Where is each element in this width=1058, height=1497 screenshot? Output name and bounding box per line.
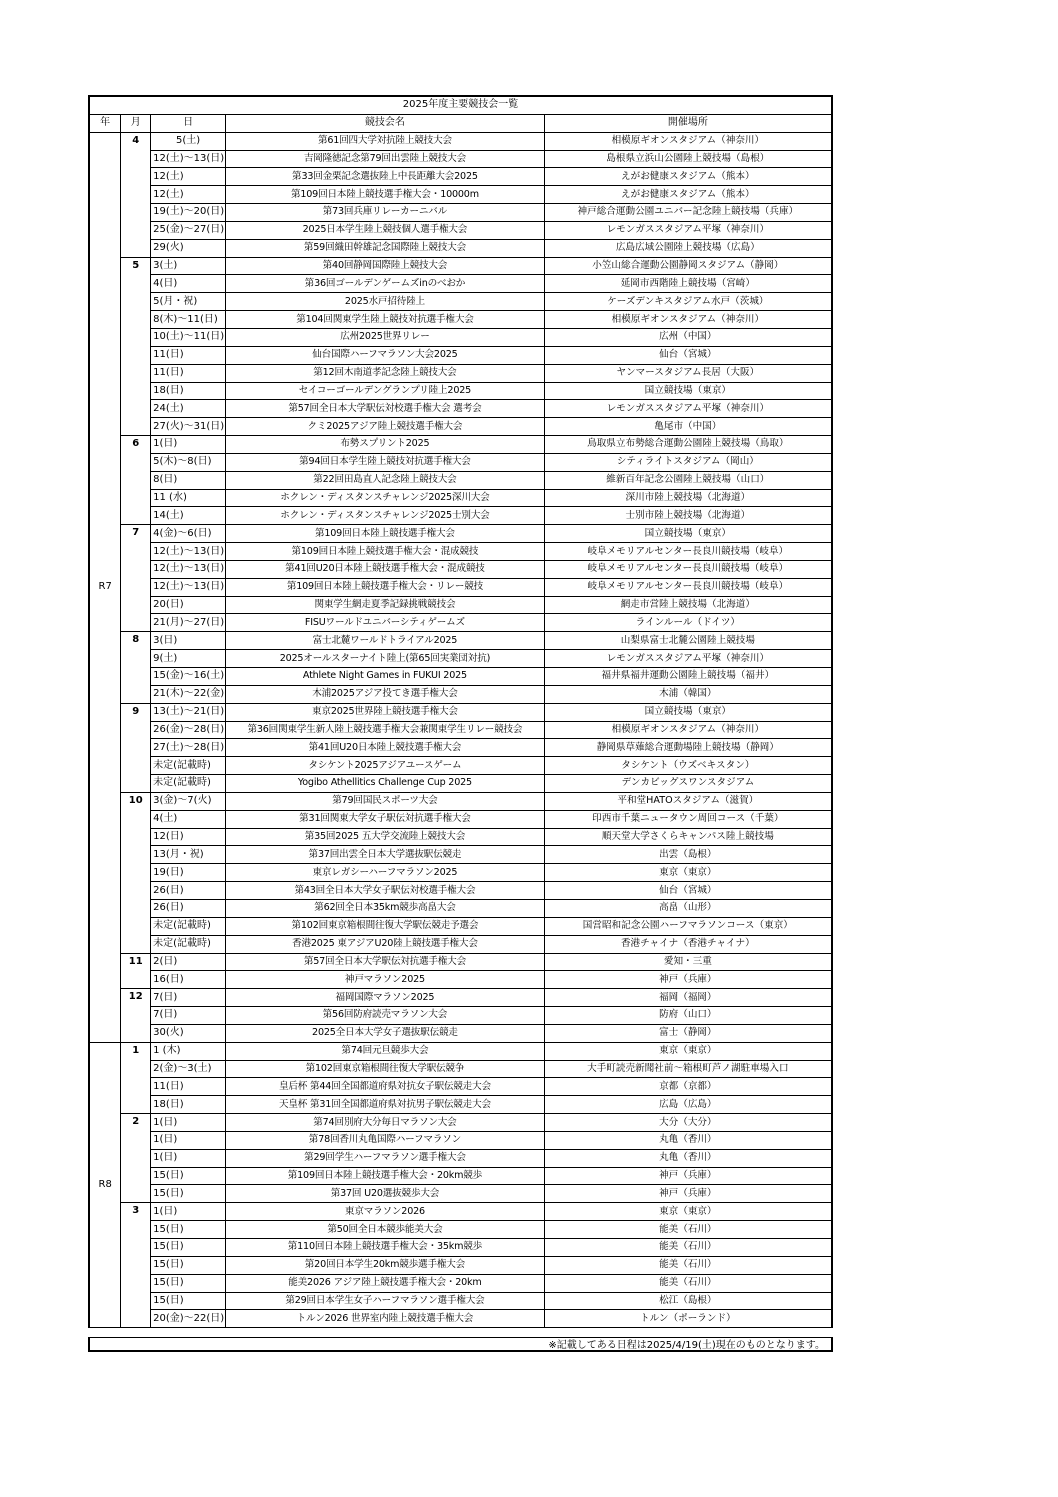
table-row (89, 1292, 832, 1310)
table-row (89, 810, 832, 828)
event-name-cell: 第56回防府読売マラソン大会 (226, 1007, 545, 1025)
month-cell: 4 (121, 132, 151, 257)
venue-cell: 京都（京都） (544, 1078, 832, 1096)
event-name-cell: 第36回ゴールデンゲームズinのべおか (226, 275, 545, 293)
date-cell: 1(日) (151, 1149, 226, 1167)
table-row (89, 382, 832, 400)
date-cell: 11 (水) (151, 489, 226, 507)
venue-cell: 広州（中国） (544, 328, 832, 346)
venue-cell: 防府（山口） (544, 1007, 832, 1025)
table-row (89, 275, 832, 293)
date-cell: 15(日) (151, 1239, 226, 1257)
venue-cell: 大手町読売新聞社前～箱根町芦ノ湖駐車場入口 (544, 1060, 832, 1078)
venue-cell: 能美（石川） (544, 1256, 832, 1274)
venue-cell: えがお健康スタジアム（熊本） (544, 186, 832, 204)
date-cell: 12(土)～13(日) (151, 543, 226, 561)
year-cell: R8 (89, 1042, 121, 1328)
venue-cell: 小笠山総合運動公園静岡スタジアム（静岡） (544, 257, 832, 275)
venue-cell: レモンガススタジアム平塚（神奈川） (544, 400, 832, 418)
event-name-cell: 第102回東京箱根間往復大学駅伝競争 (226, 1060, 545, 1078)
event-name-cell: 第20回日本学生20km競歩選手権大会 (226, 1256, 545, 1274)
date-cell: 15(日) (151, 1221, 226, 1239)
table-row (89, 757, 832, 775)
header-venue: 開催場所 (544, 114, 832, 132)
date-cell: 5(土) (151, 132, 226, 150)
date-cell: 13(土)～21(日) (151, 703, 226, 721)
date-cell: 5(木)～8(日) (151, 453, 226, 471)
table-row (89, 364, 832, 382)
venue-cell: ヤンマースタジアム長居（大阪） (544, 364, 832, 382)
event-name-cell: 2025水戸招待陸上 (226, 293, 545, 311)
table-row (89, 596, 832, 614)
venue-cell: 東京（東京） (544, 1042, 832, 1060)
venue-cell: 静岡県草薙総合運動場陸上競技場（静岡） (544, 739, 832, 757)
date-cell: 未定(記載時) (151, 757, 226, 775)
date-cell: 12(土)～13(日) (151, 578, 226, 596)
date-cell: 15(日) (151, 1167, 226, 1185)
date-cell: 12(土) (151, 168, 226, 186)
event-name-cell: 第29回学生ハーフマラソン選手権大会 (226, 1149, 545, 1167)
event-name-cell: 第74回元旦競歩大会 (226, 1042, 545, 1060)
month-cell: 1 (121, 1042, 151, 1113)
event-name-cell: セイコーゴールデングランプリ陸上2025 (226, 382, 545, 400)
date-cell: 4(日) (151, 275, 226, 293)
table-row (89, 346, 832, 364)
date-cell: 3(金)～7(火) (151, 792, 226, 810)
month-cell: 7 (121, 525, 151, 632)
date-cell: 8(木)～11(日) (151, 311, 226, 329)
table-row (89, 1131, 832, 1149)
schedule-table (88, 95, 833, 1328)
event-name-cell: 富士北麓ワールドトライアル2025 (226, 632, 545, 650)
date-cell: 11(日) (151, 1078, 226, 1096)
event-name-cell: 第12回木南道孝記念陸上競技大会 (226, 364, 545, 382)
venue-cell: 能美（石川） (544, 1221, 832, 1239)
date-cell: 20(日) (151, 596, 226, 614)
table-row (89, 1096, 832, 1114)
event-name-cell: 第73回兵庫リレーカーニバル (226, 204, 545, 222)
event-name-cell: 第41回U20日本陸上競技選手権大会 (226, 739, 545, 757)
date-cell: 21(月)～27(日) (151, 614, 226, 632)
header-event-name: 競技会名 (226, 114, 545, 132)
event-name-cell: 第109回日本陸上競技選手権大会・混成競技 (226, 543, 545, 561)
table-row (89, 775, 832, 793)
event-name-cell: 皇后杯 第44回全国都道府県対抗女子駅伝競走大会 (226, 1078, 545, 1096)
venue-cell: 広島広域公園陸上競技場（広島） (544, 239, 832, 257)
table-row (89, 150, 832, 168)
date-cell: 19(土)～20(日) (151, 204, 226, 222)
date-cell: 18(日) (151, 1096, 226, 1114)
month-cell: 12 (121, 989, 151, 1043)
venue-cell: トルン（ポーランド） (544, 1310, 832, 1328)
month-cell: 8 (121, 632, 151, 703)
venue-cell: 愛知・三重 (544, 953, 832, 971)
event-name-cell: Yogibo Athellitics Challenge Cup 2025 (226, 775, 545, 793)
date-cell: 未定(記載時) (151, 935, 226, 953)
table-row (89, 1310, 832, 1328)
year-cell: R7 (89, 132, 121, 1042)
venue-cell: 神戸（兵庫） (544, 1185, 832, 1203)
table-row (89, 453, 832, 471)
venue-cell: デンカビッグスワンスタジアム (544, 775, 832, 793)
event-name-cell: 神戸マラソン2025 (226, 971, 545, 989)
table-row (89, 471, 832, 489)
event-name-cell: 第31回関東大学女子駅伝対抗選手権大会 (226, 810, 545, 828)
month-cell: 5 (121, 257, 151, 435)
table-row (89, 703, 832, 721)
date-cell: 5(月・祝) (151, 293, 226, 311)
table-row (89, 1239, 832, 1257)
month-cell: 11 (121, 953, 151, 989)
table-row (89, 436, 832, 454)
date-cell: 30(火) (151, 1024, 226, 1042)
event-name-cell: 東京2025世界陸上競技選手権大会 (226, 703, 545, 721)
event-name-cell: 第40回静岡国際陸上競技大会 (226, 257, 545, 275)
footnote: ※記載してある日程は2025/4/19(土)現在のものとなります。 (88, 1337, 833, 1352)
venue-cell: 東京（東京） (544, 1203, 832, 1221)
event-name-cell: FISUワールドユニバーシティゲームズ (226, 614, 545, 632)
event-name-cell: 第37回出雲全日本大学選抜駅伝競走 (226, 846, 545, 864)
table-row (89, 168, 832, 186)
month-cell: 3 (121, 1203, 151, 1328)
venue-cell: 相模原ギオンスタジアム（神奈川） (544, 721, 832, 739)
event-name-cell: 能美2026 アジア陸上競技選手権大会・20km (226, 1274, 545, 1292)
table-row (89, 1114, 832, 1132)
venue-cell: 延岡市西階陸上競技場（宮崎） (544, 275, 832, 293)
venue-cell: 東京（東京） (544, 864, 832, 882)
table-row (89, 1274, 832, 1292)
venue-cell: 国立競技場（東京） (544, 525, 832, 543)
venue-cell: 網走市営陸上競技場（北海道） (544, 596, 832, 614)
table-row (89, 560, 832, 578)
schedule-sheet (88, 95, 833, 1328)
event-name-cell: 第36回関東学生新人陸上競技選手権大会兼関東学生リレー競技会 (226, 721, 545, 739)
event-name-cell: 布勢スプリント2025 (226, 436, 545, 454)
venue-cell: タシケント（ウズベキスタン） (544, 757, 832, 775)
table-row (89, 632, 832, 650)
table-row (89, 1221, 832, 1239)
venue-cell: 大分（大分） (544, 1114, 832, 1132)
table-row (89, 186, 832, 204)
date-cell: 11(日) (151, 364, 226, 382)
venue-cell: ラインルール（ドイツ） (544, 614, 832, 632)
date-cell: 26(日) (151, 882, 226, 900)
table-row (89, 614, 832, 632)
event-name-cell: 第41回U20日本陸上競技選手権大会・混成競技 (226, 560, 545, 578)
date-cell: 15(金)～16(土) (151, 668, 226, 686)
venue-cell: 島根県立浜山公園陸上競技場（島根） (544, 150, 832, 168)
event-name-cell: 第79回国民スポーツ大会 (226, 792, 545, 810)
event-name-cell: クミ2025アジア陸上競技選手権大会 (226, 418, 545, 436)
date-cell: 12(土)～13(日) (151, 560, 226, 578)
venue-cell: 丸亀（香川） (544, 1149, 832, 1167)
date-cell: 4(土) (151, 810, 226, 828)
venue-cell: 出雲（島根） (544, 846, 832, 864)
table-row (89, 132, 832, 150)
date-cell: 2(金)～3(土) (151, 1060, 226, 1078)
event-name-cell: Athlete Night Games in FUKUI 2025 (226, 668, 545, 686)
table-row (89, 882, 832, 900)
date-cell: 26(日) (151, 899, 226, 917)
event-name-cell: 東京マラソン2026 (226, 1203, 545, 1221)
date-cell: 12(土) (151, 186, 226, 204)
month-cell: 9 (121, 703, 151, 792)
header-month: 月 (121, 114, 151, 132)
venue-cell: 神戸（兵庫） (544, 971, 832, 989)
table-row (89, 846, 832, 864)
date-cell: 10(土)～11(日) (151, 328, 226, 346)
event-name-cell: 第74回別府大分毎日マラソン大会 (226, 1114, 545, 1132)
date-cell: 12(土)～13(日) (151, 150, 226, 168)
venue-cell: 相模原ギオンスタジアム（神奈川） (544, 311, 832, 329)
table-row (89, 650, 832, 668)
venue-cell: 順天堂大学さくらキャンパス陸上競技場 (544, 828, 832, 846)
table-row (89, 221, 832, 239)
header-day: 日 (151, 114, 226, 132)
date-cell: 21(木)～22(金) (151, 685, 226, 703)
event-name-cell: 第102回東京箱根間往復大学駅伝競走予選会 (226, 917, 545, 935)
date-cell: 4(金)～6(日) (151, 525, 226, 543)
date-cell: 15(日) (151, 1185, 226, 1203)
event-name-cell: 第29回日本学生女子ハーフマラソン選手権大会 (226, 1292, 545, 1310)
venue-cell: えがお健康スタジアム（熊本） (544, 168, 832, 186)
date-cell: 11(日) (151, 346, 226, 364)
table-row (89, 1185, 832, 1203)
event-name-cell: タシケント2025アジアユースゲーム (226, 757, 545, 775)
venue-cell: 相模原ギオンスタジアム（神奈川） (544, 132, 832, 150)
venue-cell: 福岡（福岡） (544, 989, 832, 1007)
table-row (89, 792, 832, 810)
venue-cell: 山梨県富士北麓公園陸上競技場 (544, 632, 832, 650)
venue-cell: 国営昭和記念公園ハーフマラソンコース（東京） (544, 917, 832, 935)
table-row (89, 953, 832, 971)
venue-cell: 亀尾市（中国） (544, 418, 832, 436)
venue-cell: 仙台（宮城） (544, 882, 832, 900)
venue-cell: 国立競技場（東京） (544, 703, 832, 721)
event-name-cell: 第94回日本学生陸上競技対抗選手権大会 (226, 453, 545, 471)
date-cell: 29(火) (151, 239, 226, 257)
date-cell: 15(日) (151, 1274, 226, 1292)
table-row (89, 971, 832, 989)
date-cell: 1(日) (151, 1114, 226, 1132)
table-row (89, 1007, 832, 1025)
event-name-cell: 広州2025世界リレー (226, 328, 545, 346)
event-name-cell: 第104回関東学生陸上競技対抗選手権大会 (226, 311, 545, 329)
venue-cell: 広島（広島） (544, 1096, 832, 1114)
venue-cell: 香港チャイナ（香港チャイナ） (544, 935, 832, 953)
date-cell: 1 (木) (151, 1042, 226, 1060)
venue-cell: 神戸（兵庫） (544, 1167, 832, 1185)
venue-cell: 福井県福井運動公園陸上競技場（福井） (544, 668, 832, 686)
event-name-cell: 第78回香川丸亀国際ハーフマラソン (226, 1131, 545, 1149)
event-name-cell: 第57回全日本大学駅伝対校選手権大会 選考会 (226, 400, 545, 418)
table-row (89, 721, 832, 739)
event-name-cell: 第37回 U20選抜競歩大会 (226, 1185, 545, 1203)
event-name-cell: 第35回2025 五大学交流陸上競技大会 (226, 828, 545, 846)
date-cell: 26(金)～28(日) (151, 721, 226, 739)
venue-cell: 能美（石川） (544, 1239, 832, 1257)
venue-cell: 仙台（宮城） (544, 346, 832, 364)
event-name-cell: 第57回全日本大学駅伝対抗選手権大会 (226, 953, 545, 971)
table-row (89, 685, 832, 703)
venue-cell: 鳥取県立布勢総合運動公園陸上競技場（鳥取） (544, 436, 832, 454)
venue-cell: レモンガススタジアム平塚（神奈川） (544, 650, 832, 668)
venue-cell: 国立競技場（東京） (544, 382, 832, 400)
table-row (89, 1042, 832, 1060)
table-row (89, 525, 832, 543)
event-name-cell: 第50回全日本競歩能美大会 (226, 1221, 545, 1239)
event-name-cell: 第43回全日本大学女子駅伝対校選手権大会 (226, 882, 545, 900)
venue-cell: 松江（島根） (544, 1292, 832, 1310)
event-name-cell: 東京レガシーハーフマラソン2025 (226, 864, 545, 882)
date-cell: 25(金)～27(日) (151, 221, 226, 239)
table-row (89, 1024, 832, 1042)
date-cell: 7(日) (151, 989, 226, 1007)
venue-cell: 岐阜メモリアルセンター長良川競技場（岐阜） (544, 560, 832, 578)
table-row (89, 935, 832, 953)
venue-cell: 印西市千葉ニュータウン周回コース（千葉） (544, 810, 832, 828)
event-name-cell: 第62回全日本35km競歩高畠大会 (226, 899, 545, 917)
table-row (89, 899, 832, 917)
venue-cell: ケーズデンキスタジアム水戸（茨城） (544, 293, 832, 311)
event-name-cell: ホクレン・ディスタンスチャレンジ2025士別大会 (226, 507, 545, 525)
table-row (89, 507, 832, 525)
event-name-cell: 第110回日本陸上競技選手権大会・35km競歩 (226, 1239, 545, 1257)
table-row (89, 204, 832, 222)
table-row (89, 1167, 832, 1185)
event-name-cell: 2025全日本大学女子選抜駅伝競走 (226, 1024, 545, 1042)
venue-cell: 富士（静岡） (544, 1024, 832, 1042)
venue-cell: シティライトスタジアム（岡山） (544, 453, 832, 471)
date-cell: 27(土)～28(日) (151, 739, 226, 757)
date-cell: 14(土) (151, 507, 226, 525)
event-name-cell: 第59回織田幹雄記念国際陸上競技大会 (226, 239, 545, 257)
event-name-cell: 第109回日本陸上競技選手権大会・10000m (226, 186, 545, 204)
event-name-cell: 第33回金栗記念選抜陸上中長距離大会2025 (226, 168, 545, 186)
date-cell: 9(土) (151, 650, 226, 668)
date-cell: 2(日) (151, 953, 226, 971)
table-title: 2025年度主要競技会一覧 (89, 96, 832, 114)
event-name-cell: 2025オールスターナイト陸上(第65回実業団対抗) (226, 650, 545, 668)
date-cell: 1(日) (151, 1203, 226, 1221)
date-cell: 15(日) (151, 1256, 226, 1274)
event-name-cell: 2025日本学生陸上競技個人選手権大会 (226, 221, 545, 239)
event-name-cell: 第109回日本陸上競技選手権大会 (226, 525, 545, 543)
table-row (89, 1078, 832, 1096)
event-name-cell: 第61回四大学対抗陸上競技大会 (226, 132, 545, 150)
date-cell: 16(日) (151, 971, 226, 989)
event-name-cell: 第109回日本陸上競技選手権大会・20km競歩 (226, 1167, 545, 1185)
date-cell: 13(月・祝) (151, 846, 226, 864)
venue-cell: 岐阜メモリアルセンター長良川競技場（岐阜） (544, 578, 832, 596)
venue-cell: 神戸総合運動公園ユニバー記念陸上競技場（兵庫） (544, 204, 832, 222)
venue-cell: 岐阜メモリアルセンター長良川競技場（岐阜） (544, 543, 832, 561)
venue-cell: 維新百年記念公園陸上競技場（山口） (544, 471, 832, 489)
venue-cell: 丸亀（香川） (544, 1131, 832, 1149)
event-name-cell: トルン2026 世界室内陸上競技選手権大会 (226, 1310, 545, 1328)
table-row (89, 328, 832, 346)
event-name-cell: 香港2025 東アジアU20陸上競技選手権大会 (226, 935, 545, 953)
event-name-cell: 第109回日本陸上競技選手権大会・リレー競技 (226, 578, 545, 596)
header-year: 年 (89, 114, 121, 132)
month-cell: 6 (121, 436, 151, 525)
table-row (89, 864, 832, 882)
table-row (89, 1060, 832, 1078)
table-row (89, 239, 832, 257)
date-cell: 3(日) (151, 632, 226, 650)
venue-cell: レモンガススタジアム平塚（神奈川） (544, 221, 832, 239)
date-cell: 20(金)～22(日) (151, 1310, 226, 1328)
table-row (89, 917, 832, 935)
venue-cell: 深川市陸上競技場（北海道） (544, 489, 832, 507)
month-cell: 10 (121, 792, 151, 953)
table-row (89, 1149, 832, 1167)
schedule-body (89, 132, 832, 1328)
table-row (89, 668, 832, 686)
table-row (89, 1203, 832, 1221)
event-name-cell: 第22回田島直人記念陸上競技大会 (226, 471, 545, 489)
table-row (89, 293, 832, 311)
event-name-cell: ホクレン・ディスタンスチャレンジ2025深川大会 (226, 489, 545, 507)
date-cell: 1(日) (151, 1131, 226, 1149)
date-cell: 12(日) (151, 828, 226, 846)
date-cell: 8(日) (151, 471, 226, 489)
table-row (89, 828, 832, 846)
date-cell: 未定(記載時) (151, 775, 226, 793)
date-cell: 27(火)～31(日) (151, 418, 226, 436)
date-cell: 19(日) (151, 864, 226, 882)
table-row (89, 543, 832, 561)
event-name-cell: 天皇杯 第31回全国都道府県対抗男子駅伝競走大会 (226, 1096, 545, 1114)
table-row (89, 739, 832, 757)
venue-cell: 高畠（山形） (544, 899, 832, 917)
date-cell: 24(土) (151, 400, 226, 418)
event-name-cell: 木浦2025アジア投てき選手権大会 (226, 685, 545, 703)
date-cell: 未定(記載時) (151, 917, 226, 935)
table-row (89, 578, 832, 596)
venue-cell: 木浦（韓国） (544, 685, 832, 703)
date-cell: 18(日) (151, 382, 226, 400)
venue-cell: 士別市陸上競技場（北海道） (544, 507, 832, 525)
venue-cell: 平和堂HATOスタジアム（滋賀） (544, 792, 832, 810)
event-name-cell: 福岡国際マラソン2025 (226, 989, 545, 1007)
date-cell: 7(日) (151, 1007, 226, 1025)
event-name-cell: 関東学生網走夏季記録挑戦競技会 (226, 596, 545, 614)
venue-cell: 能美（石川） (544, 1274, 832, 1292)
table-row (89, 1256, 832, 1274)
table-row (89, 257, 832, 275)
month-cell: 2 (121, 1114, 151, 1203)
event-name-cell: 吉岡隆徳記念第79回出雲陸上競技大会 (226, 150, 545, 168)
table-row (89, 311, 832, 329)
date-cell: 1(日) (151, 436, 226, 454)
table-row (89, 400, 832, 418)
date-cell: 15(日) (151, 1292, 226, 1310)
event-name-cell: 仙台国際ハーフマラソン大会2025 (226, 346, 545, 364)
table-row (89, 489, 832, 507)
table-row (89, 418, 832, 436)
date-cell: 3(土) (151, 257, 226, 275)
table-row (89, 989, 832, 1007)
